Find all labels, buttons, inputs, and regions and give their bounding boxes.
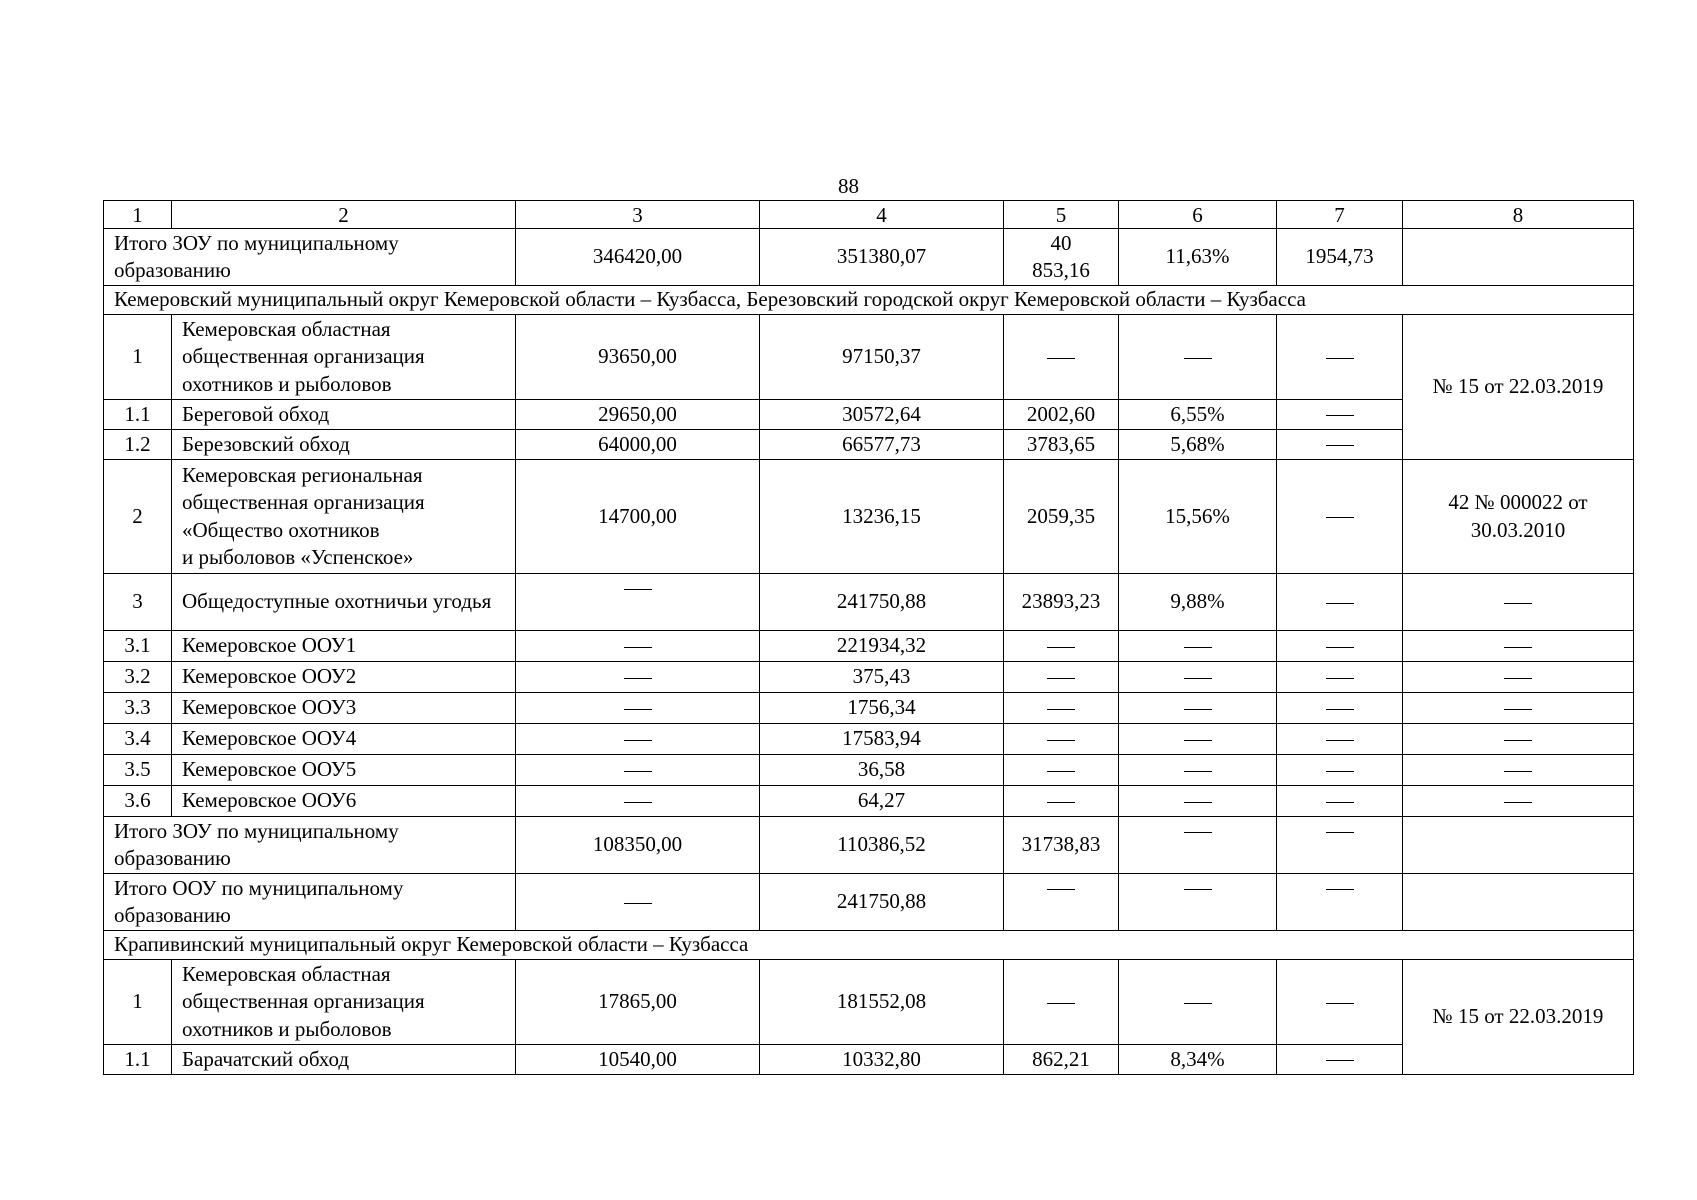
cell-col8 [1403,229,1634,286]
row-number: 1 [104,315,172,400]
total-label: Итого ООУ по муниципальному образованию [104,874,516,931]
cell-area-col4: 1756,34 [760,693,1004,724]
cell-dash [516,631,760,662]
cell-dash [1277,574,1403,631]
cell-area-col4: 64,27 [760,786,1004,817]
hunting-grounds-table [103,200,1634,1075]
cell-dash [1004,960,1119,1045]
row-number: 1.2 [104,430,172,460]
cell-area-col3: 108350,00 [516,817,760,874]
total-row [104,817,1634,874]
column-number: 4 [760,201,1004,229]
column-number: 6 [1119,201,1277,229]
cell-area-col3: 14700,00 [516,460,760,574]
cell-area-col3: 29650,00 [516,400,760,430]
cell-dash [1403,631,1634,662]
cell-area-col4: 375,43 [760,662,1004,693]
cell-area-col4: 17583,94 [760,724,1004,755]
area-name: Береговой обход [172,400,516,430]
cell-dash [1277,755,1403,786]
cell-dash [1004,874,1119,931]
table-row [104,724,1634,755]
column-number: 7 [1277,201,1403,229]
cell-area-col4: 97150,37 [760,315,1004,400]
table-row [104,315,1634,400]
organization-name: Кемеровская областная общественная организация охотников и рыболовов [172,960,516,1045]
cell-dash [1277,724,1403,755]
area-name: Кемеровское ООУ3 [172,693,516,724]
area-name: Барачатский обход [172,1045,516,1075]
cell-col5: 862,21 [1004,1045,1119,1075]
row-number: 3.3 [104,693,172,724]
organization-name-line: «Общество охотников [182,517,380,542]
organization-name: Кемеровская областная общественная организация охотников и рыболовов [172,315,516,400]
total-label: Итого ЗОУ по муниципальному образованию [104,817,516,874]
cell-dash [1277,315,1403,400]
column-number: 1 [104,201,172,229]
cell-dash [1403,755,1634,786]
column-number: 2 [172,201,516,229]
organization-name-line: и рыболовов «Успенское» [182,545,414,569]
area-name: Березовский обход [172,430,516,460]
table-row [104,662,1634,693]
cell-dash [1119,786,1277,817]
cell-dash [1004,693,1119,724]
cell-dash [1119,662,1277,693]
table-row [104,755,1634,786]
cell-dash [1277,693,1403,724]
total-label: Итого ЗОУ по муниципальному образованию [104,229,516,286]
cell-area-col4: 241750,88 [760,874,1004,931]
area-name: Кемеровское ООУ4 [172,724,516,755]
table-row [104,786,1634,817]
cell-col5: 31738,83 [1004,817,1119,874]
cell-col5: 23893,23 [1004,574,1119,631]
table-row [104,574,1634,631]
area-name: Общедоступные охотничьи угодья [172,574,516,631]
cell-area-col4: 221934,32 [760,631,1004,662]
document-reference: 42 № 000022 от 30.03.2010 [1403,460,1634,574]
cell-dash [1004,315,1119,400]
row-number: 3.4 [104,724,172,755]
cell-col7: 1954,73 [1277,229,1403,286]
cell-area-col4: 351380,07 [760,229,1004,286]
cell-dash [1004,662,1119,693]
cell-col6: 5,68% [1119,430,1277,460]
cell-dash [516,662,760,693]
cell-dash [1277,400,1403,430]
cell-dash [1119,315,1277,400]
table-row [104,960,1634,1045]
cell-dash [1403,724,1634,755]
cell-dash [1277,631,1403,662]
cell-area-col3: 64000,00 [516,430,760,460]
cell-col6: 6,55% [1119,400,1277,430]
total-row [104,874,1634,931]
cell-dash [1403,786,1634,817]
cell-dash [1277,662,1403,693]
cell-dash [1119,631,1277,662]
cell-area-col4: 13236,15 [760,460,1004,574]
table-row [104,460,1634,574]
row-number: 3 [104,574,172,631]
cell-area-col3: 346420,00 [516,229,760,286]
document-reference: № 15 от 22.03.2019 [1403,960,1634,1075]
cell-area-col4: 241750,88 [760,574,1004,631]
cell-dash [1403,693,1634,724]
column-number: 3 [516,201,760,229]
cell-dash [1119,817,1277,874]
cell-dash [516,574,760,631]
cell-dash [1004,786,1119,817]
cell-dash [516,724,760,755]
page-number: 88 [838,174,859,198]
row-number: 3.5 [104,755,172,786]
cell-area-col4: 36,58 [760,755,1004,786]
cell-dash [1004,755,1119,786]
section-header-row [104,286,1634,315]
cell-dash [516,755,760,786]
cell-dash [1119,960,1277,1045]
cell-col8 [1403,817,1634,874]
row-number: 3.6 [104,786,172,817]
cell-dash [1004,631,1119,662]
cell-dash [1119,693,1277,724]
row-number: 1 [104,960,172,1045]
column-number: 5 [1004,201,1119,229]
section-header-row [104,931,1634,960]
total-row [104,229,1634,286]
cell-dash [1277,460,1403,574]
cell-col5 [1004,229,1119,286]
cell-area-col4: 181552,08 [760,960,1004,1045]
table-row [104,631,1634,662]
cell-area-col4: 30572,64 [760,400,1004,430]
cell-area-col4: 10332,80 [760,1045,1004,1075]
cell-col5-line1: 40 [1050,230,1072,255]
cell-dash [1277,786,1403,817]
cell-col5: 2002,60 [1004,400,1119,430]
area-name: Кемеровское ООУ2 [172,662,516,693]
cell-dash [516,874,760,931]
row-number: 3.1 [104,631,172,662]
cell-dash [1403,662,1634,693]
cell-col6: 9,88% [1119,574,1277,631]
cell-dash [1119,755,1277,786]
row-number: 1.1 [104,1045,172,1075]
organization-name-line: общественная организация [182,490,425,514]
section-title: Кемеровский муниципальный округ Кемеровской области – Кузбасса, Березовский городской округ Кемеровской области – Кузбасса [104,286,1634,315]
cell-dash [1403,574,1634,631]
cell-area-col3: 10540,00 [516,1045,760,1075]
cell-dash [1277,430,1403,460]
area-name: Кемеровское ООУ6 [172,786,516,817]
cell-dash [516,693,760,724]
row-number: 2 [104,460,172,574]
row-number: 3.2 [104,662,172,693]
cell-dash [1004,724,1119,755]
area-name: Кемеровское ООУ1 [172,631,516,662]
column-number: 8 [1403,201,1634,229]
document-reference: № 15 от 22.03.2019 [1403,315,1634,460]
cell-col6: 8,34% [1119,1045,1277,1075]
section-title: Крапивинский муниципальный округ Кемеровской области – Кузбасса [104,931,1634,960]
cell-col5: 3783,65 [1004,430,1119,460]
table-row [104,693,1634,724]
row-number: 1.1 [104,400,172,430]
cell-area-col4: 110386,52 [760,817,1004,874]
cell-area-col3: 93650,00 [516,315,760,400]
cell-dash [1119,724,1277,755]
cell-dash [1277,960,1403,1045]
cell-col6: 15,56% [1119,460,1277,574]
organization-name [172,460,516,574]
cell-col6: 11,63% [1119,229,1277,286]
area-name: Кемеровское ООУ5 [172,755,516,786]
column-number-row [104,201,1634,229]
cell-area-col4: 66577,73 [760,430,1004,460]
cell-dash [1119,874,1277,931]
cell-dash [516,786,760,817]
cell-dash [1277,874,1403,931]
cell-col5-line2: 853,16 [1032,258,1090,282]
organization-name-line: Кемеровская региональная [182,462,423,487]
cell-dash [1277,817,1403,874]
cell-dash [1277,1045,1403,1075]
cell-area-col3: 17865,00 [516,960,760,1045]
cell-col5: 2059,35 [1004,460,1119,574]
cell-col8 [1403,874,1634,931]
